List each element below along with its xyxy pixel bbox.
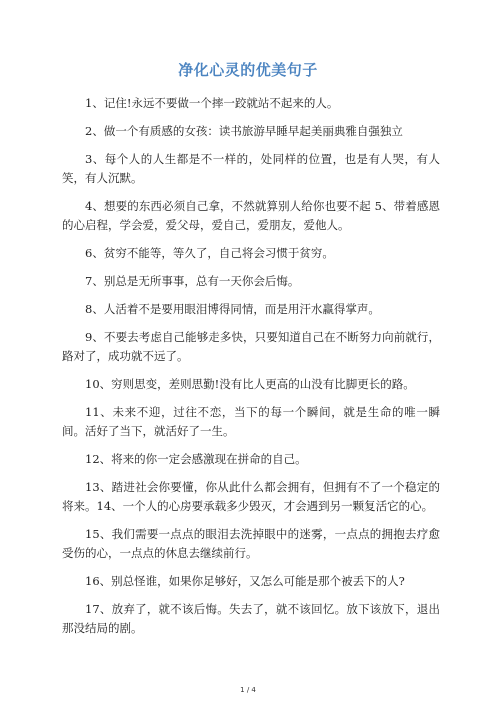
paragraph: 12、将来的你一定会感激现在拼命的自己。 — [85, 452, 307, 466]
paragraph: 4、想要的东西必须自己拿，不然就算别人给你也要不起 5、带着感恩的心启程，学会爱，爱父母，爱自己，爱朋友，爱他人。 — [62, 199, 440, 232]
document-body — [62, 94, 440, 647]
paragraph: 3、每个人的人生都是不一样的，处同样的位置，也是有人哭，有人笑，有人沉默。 — [62, 152, 440, 185]
paragraph: 11、未来不迎，过往不恋，当下的每一个瞬间，就是生命的唯一瞬间。活好了当下，就活好了一生。 — [62, 405, 440, 438]
paragraph: 1、记住!永远不要做一个摔一跤就站不起来的人。 — [85, 96, 339, 110]
paragraph: 6、贫穷不能等，等久了，自己将会习惯于贫穷。 — [85, 246, 334, 260]
paragraph: 13、踏进社会你要懂，你从此什么都会拥有，但拥有不了一个稳定的将来。14、一个人的心房要承载多少毁灭，才会遇到另一颗复活它的心。 — [62, 480, 440, 513]
paragraph: 9、不要去考虑自己能够走多快，只要知道自己在不断努力向前就行，路对了，成功就不远了。 — [62, 330, 440, 363]
paragraph: 17、放弃了，就不该后悔。失去了，就不该回忆。放下该放下，退出那没结局的剧。 — [62, 602, 440, 635]
page-title: 净化心灵的优美句子 — [178, 61, 318, 79]
paragraph: 10、穷则思变，差则思勤!没有比人更高的山没有比脚更长的路。 — [85, 377, 415, 391]
paragraph: 2、做一个有质感的女孩：读书旅游早睡早起美丽典雅自强独立 — [85, 124, 403, 138]
paragraph: 16、别总怪谁，如果你足够好，又怎么可能是那个被丢下的人? — [85, 574, 405, 588]
paragraph: 15、我们需要一点点的眼泪去洗掉眼中的迷雾，一点点的拥抱去疗愈受伤的心，一点点的休息去继续前行。 — [62, 527, 440, 560]
paragraph: 8、人活着不是要用眼泪博得同情，而是用汗水赢得掌声。 — [85, 302, 380, 316]
page-number: 1 / 4 — [240, 686, 256, 694]
paragraph: 7、别总是无所事事，总有一天你会后悔。 — [85, 274, 300, 288]
